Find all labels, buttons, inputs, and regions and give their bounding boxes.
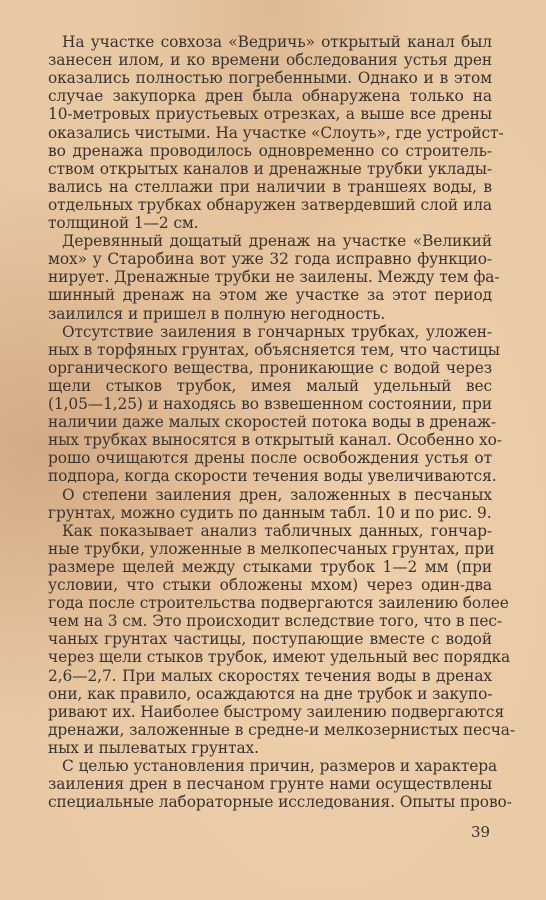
text-line: На участке совхоза «Ведричь» открытый канал был	[62, 33, 492, 51]
text-line: 10-метровых приустьевых отрезках, а выше все дрены	[48, 105, 492, 124]
text-line: толщиной 1—2 см.	[48, 214, 199, 232]
text-line: грунтах, можно судить по данным табл. 10 и по рис. 9.	[48, 503, 492, 522]
text-line: Как показывает анализ табличных данных, гончар-	[62, 521, 492, 540]
text-line: мох» у Старобина вот уже 32 года исправно функцио-	[48, 250, 492, 269]
text-line: (1,05—1,25) и находясь во взвешенном состоянии, при	[48, 395, 492, 413]
text-line: рошо очищаются дрены после освобождения устья от	[48, 449, 492, 468]
text-line: оказались полностью погребенными. Однако и в этом	[48, 69, 492, 88]
text-line: шинный дренаж на этом же участке за этот период	[48, 286, 492, 305]
text-line: во дренажа проводилось одновременно со строитель-	[48, 141, 492, 160]
text-line: подпора, когда скорости течения воды увеличиваются.	[48, 467, 497, 486]
text-line: ривают их. Наиболее быстрому заилению подвергаются	[48, 702, 505, 721]
text-line: наличии даже малых скоростей потока воды в дренаж-	[48, 413, 496, 432]
text-line: заилился и пришел в полную негодность.	[48, 304, 386, 323]
text-line: ных трубках выносятся в открытый канал. Особенно хо-	[48, 431, 502, 450]
text-line: они, как правило, осаждаются на дне трубок и закупо-	[48, 684, 493, 703]
text-line: щели стыков трубок, имея малый удельный вес	[48, 376, 492, 395]
text-line: ных и пылеватых грунтах.	[48, 738, 259, 757]
text-line: ные трубки, уложенные в мелкопесчаных грунтах, при	[48, 539, 495, 558]
text-line: вались на стеллажи при наличии в траншеях воды, в	[48, 177, 492, 196]
text-line: чаных грунтах частицы, поступающие вместе с водой	[48, 630, 492, 649]
text-line: размере щелей между стыками трубок 1—2 мм (при	[48, 557, 492, 576]
text-line: Деревянный дощатый дренаж на участке «Великий	[62, 232, 492, 251]
text-line: органического вещества, проникающие с водой через	[48, 358, 492, 377]
text-line: специальные лабораторные исследования. Опыты прово-	[48, 793, 512, 812]
text-line: нирует. Дренажные трубки не заилены. Между тем фа-	[48, 268, 500, 287]
text-line: занесен илом, и ко времени обследования устья дрен	[48, 51, 492, 70]
text-line: дренажи, заложенные в средне-и мелкозернистых песча-	[48, 720, 515, 739]
text-line: чем на 3 см. Это происходит вследствие того, что в пес-	[48, 612, 503, 631]
text-line: случае закупорка дрен была обнаружена только на	[48, 87, 492, 106]
text-line: через щели стыков трубок, имеют удельный вес порядка	[48, 648, 511, 667]
text-line: условии, что стыки обложены мхом) через один-два	[48, 576, 492, 594]
text-line: года после строительства подвергаются заилению более	[48, 594, 509, 613]
text-line: оказались чистыми. На участке «Слоуть», где устройст-	[48, 123, 504, 142]
page-number: 39	[471, 823, 491, 842]
text-line: 2,6—2,7. При малых скоростях течения воды в дренах	[48, 666, 492, 685]
text-line: ных в торфяных грунтах, объясняется тем, что частицы	[48, 340, 500, 359]
text-line: С целью установления причин, размеров и характера	[62, 757, 498, 775]
text-line: О степени заиления дрен, заложенных в песчаных	[62, 485, 492, 504]
text-line: заиления дрен в песчаном грунте нами осуществлены	[48, 775, 492, 794]
text-line: ством открытых каналов и дренажные трубки уклады-	[48, 159, 492, 178]
text-line: Отсутствие заиления в гончарных трубках, уложен-	[62, 322, 492, 341]
text-line: отдельных трубках обнаружен затвердевший слой ила	[48, 195, 492, 214]
